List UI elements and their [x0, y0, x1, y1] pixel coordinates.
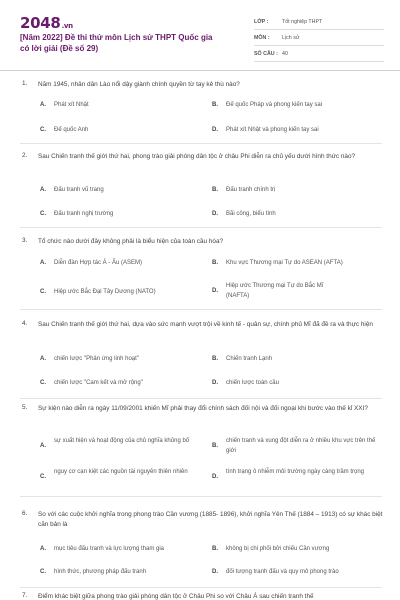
option-letter: D.	[212, 127, 218, 133]
meta-value: Tốt nghiệp THPT	[282, 18, 323, 25]
document-title: [Năm 2022] Đề thi thử môn Lịch sử THPT Quốc gia có lời giải (Đề số 29)	[20, 33, 213, 53]
option-text: tình trạng ô nhiễm môi trường ngày càng trầm trọng	[226, 469, 365, 475]
question-text: Điểm khác biệt giữa phong trào giải phóng dân tộc ở Châu Phi so với Châu Á sau chiến tranh thế	[38, 593, 314, 600]
option-text: Hiệp ước Thương mại Tự do Bắc Mĩ (NAFTA)	[226, 283, 324, 299]
question-4	[0, 320, 400, 408]
option-text: Chiến tranh Lạnh	[226, 356, 273, 362]
question-divider	[20, 398, 382, 399]
meta-class	[254, 14, 384, 30]
option-letter: A.	[40, 187, 46, 193]
question-number: 1.	[22, 80, 28, 87]
option-text: chiến lược "Cam kết và mở rộng"	[54, 380, 143, 386]
question-number: 7.	[22, 592, 28, 599]
option-text: chiến lược "Phản ứng linh hoạt"	[54, 356, 139, 362]
option-letter: D.	[212, 569, 218, 575]
question-number: 5.	[22, 404, 28, 411]
option-text: Bãi công, biểu tình	[226, 211, 276, 217]
option-text: chiến lược toàn cầu	[226, 380, 279, 386]
question-text: Tổ chức nào dưới đây không phải là biểu hiện của toàn cầu hóa?	[38, 238, 224, 245]
question-text: So với các cuộc khởi nghĩa trong phong trào Cần vương (1885- 1896), khởi nghĩa Yên Thế (1884 – 1913) có sự khác biệt căn bản là	[38, 511, 383, 528]
meta-value: 40	[282, 50, 288, 57]
question-6	[0, 510, 400, 590]
option-letter: D.	[212, 380, 218, 386]
meta-label: MÔN :	[254, 34, 270, 41]
option-letter: A.	[40, 356, 46, 362]
option-text: Khu vực Thương mại Tự do ASEAN (AFTA)	[226, 260, 343, 266]
question-number: 3.	[22, 237, 28, 244]
option-letter: D.	[212, 288, 218, 294]
question-2	[0, 152, 400, 236]
option-letter: C.	[40, 380, 46, 386]
option-text: hình thức, phương pháp đấu tranh	[54, 569, 147, 575]
option-letter: A.	[40, 102, 46, 108]
option-text: không bị chi phối bởi chiếu Cần vương	[226, 546, 330, 552]
header-divider	[0, 70, 400, 71]
option-text: sự xuất hiện và hoạt động của chủ nghĩa khủng bố	[54, 438, 190, 444]
site-logo[interactable]	[20, 14, 73, 32]
option-text: mục tiêu đấu tranh và lực lượng tham gia	[54, 546, 165, 552]
question-divider	[20, 309, 382, 310]
document-meta	[254, 14, 384, 62]
option-letter: C.	[40, 211, 46, 217]
option-letter: D.	[212, 474, 218, 480]
question-divider	[20, 227, 382, 228]
option-text: Phát xít Nhật và phong kiến tay sai	[226, 127, 319, 133]
question-5	[0, 404, 400, 506]
logo-text: 2048	[20, 14, 61, 32]
meta-subject	[254, 30, 384, 46]
option-text: Diễn đàn Hợp tác Á - Âu (ASEM)	[54, 260, 142, 266]
option-letter: B.	[212, 260, 218, 266]
question-text: Năm 1945, nhân dân Lào nổi dậy giành chính quyền từ tay kẻ thù nào?	[38, 81, 240, 88]
option-text: Đấu tranh nghị trường	[54, 211, 114, 217]
option-letter: B.	[212, 102, 218, 108]
option-text: chiến tranh và xung đột diễn ra ở nhiều khu vực trên thế giới	[226, 438, 376, 454]
option-letter: B.	[212, 546, 218, 552]
option-letter: B.	[212, 356, 218, 362]
question-3	[0, 237, 400, 319]
question-number: 6.	[22, 510, 28, 517]
option-letter: C.	[40, 289, 46, 295]
document-header	[0, 0, 400, 66]
option-letter: D.	[212, 211, 218, 217]
option-text: Đấu tranh chính trị	[226, 187, 276, 193]
option-text: Hiệp ước Bắc Đại Tây Dương (NATO)	[54, 289, 156, 295]
option-letter: A.	[40, 260, 46, 266]
question-divider	[20, 143, 382, 144]
option-text: Đấu tranh vũ trang	[54, 187, 104, 193]
question-text: Sự kiện nào diễn ra ngày 11/09/2001 khiến Mĩ phải thay đổi chính sách đối nội và đối ngoại khi bước vào thế kỉ XXI?	[38, 405, 368, 412]
option-letter: B.	[212, 443, 218, 449]
option-text: nguy cơ cạn kiệt các nguồn tài nguyên thiên nhiên	[54, 469, 188, 475]
option-text: đối tượng tranh đấu và quy mô phong trào	[226, 569, 339, 575]
question-text: Sau Chiến tranh thế giới thứ hai, dựa vào sức mạnh vượt trội về kinh tế - quân sự, chính phủ Mĩ đã đề ra và thực hiện	[38, 321, 373, 328]
option-text: Phát xít Nhật	[54, 102, 89, 108]
question-divider	[20, 587, 382, 588]
option-text: Đế quốc Pháp và phong kiến tay sai	[226, 102, 323, 108]
question-7	[0, 592, 400, 600]
meta-question-count	[254, 46, 384, 62]
option-letter: A.	[40, 546, 46, 552]
option-letter: C.	[40, 127, 46, 133]
question-number: 2.	[22, 152, 28, 159]
option-letter: A.	[40, 443, 46, 449]
meta-label: LỚP :	[254, 18, 269, 25]
meta-label: SỐ CÂU :	[254, 50, 278, 57]
question-text: Sau Chiến tranh thế giới thứ hai, phong trào giải phóng dân tộc ở châu Phi diễn ra chủ yếu dưới hình thức nào?	[38, 153, 356, 160]
question-divider	[20, 496, 382, 497]
meta-value: Lịch sử	[282, 34, 300, 41]
option-text: Đế quốc Anh	[54, 127, 89, 133]
option-letter: B.	[212, 187, 218, 193]
option-letter: C.	[40, 474, 46, 480]
question-number: 4.	[22, 320, 28, 327]
logo-suffix: .vn	[61, 22, 73, 30]
option-letter: C.	[40, 569, 46, 575]
question-1	[0, 80, 400, 152]
